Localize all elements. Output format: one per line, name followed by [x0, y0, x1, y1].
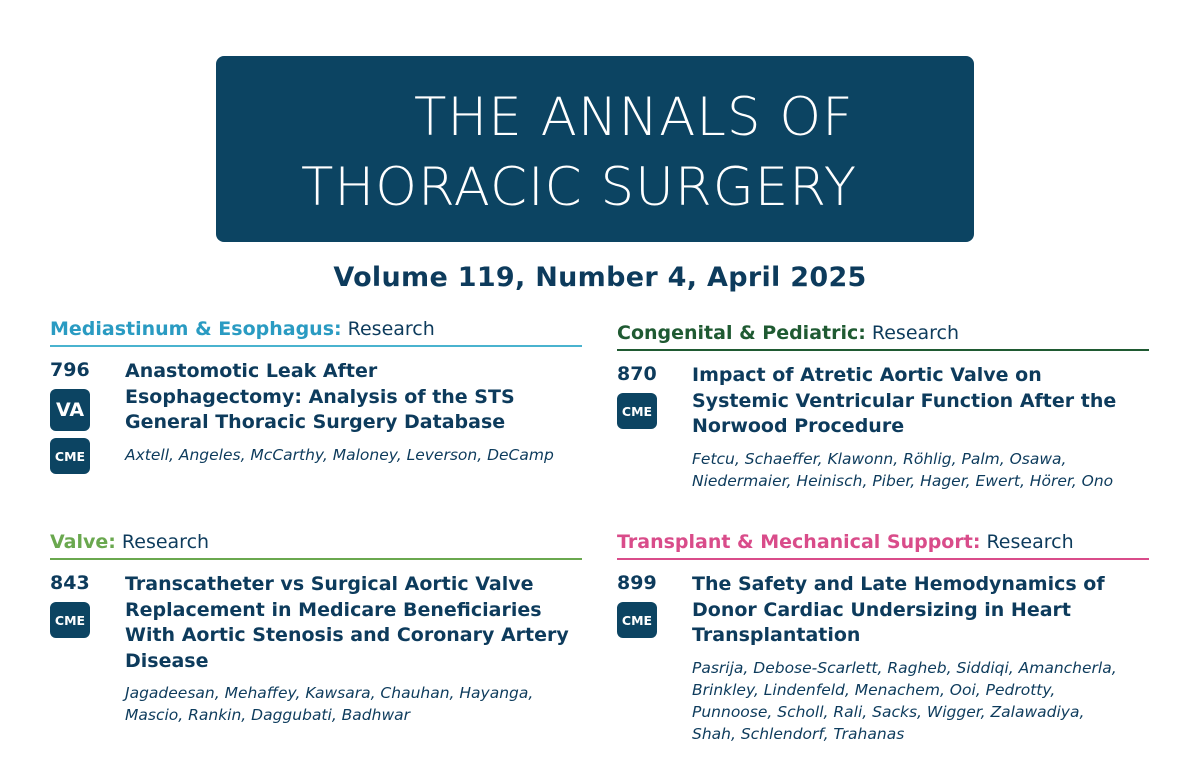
article[interactable]: [50, 572, 582, 726]
section-congenital-pediatric: [617, 322, 1149, 492]
article[interactable]: [617, 363, 1149, 492]
section-header: [50, 531, 582, 560]
badge-group: [617, 393, 657, 436]
article-authors: Fetcu, Schaeffer, Klawonn, Röhlig, Palm, Osawa, Niedermaier, Heinisch, Piber, Hager, Ewert, Hörer, Ono: [692, 449, 1114, 490]
page-number: 899: [617, 572, 657, 594]
section-header: [617, 322, 1149, 351]
page-number: 796: [50, 359, 90, 381]
section-category: Transplant & Mechanical Support:: [617, 531, 981, 553]
badge-group: [50, 602, 90, 645]
badge-group: [50, 389, 90, 481]
page-number: 843: [50, 572, 90, 594]
issue-info: Volume 119, Number 4, April 2025: [333, 262, 867, 293]
journal-title-line-2: THORACIC SURGERY: [301, 157, 858, 218]
cme-badge: CME: [617, 602, 657, 638]
section-valve: [50, 531, 582, 726]
article-authors: Axtell, Angeles, McCarthy, Maloney, Leverson, DeCamp: [125, 445, 554, 464]
va-badge: VA: [50, 389, 90, 431]
section-type: Research: [341, 318, 435, 340]
cme-badge: CME: [50, 438, 90, 474]
section-category: Congenital & Pediatric:: [617, 322, 866, 344]
article-title[interactable]: Anastomotic Leak After Esophagectomy: Analysis of the STS General Thoracic Surgery Database: [125, 360, 515, 433]
section-category: Mediastinum & Esophagus:: [50, 318, 342, 340]
section-header: [50, 318, 582, 347]
article[interactable]: [617, 572, 1149, 745]
article[interactable]: [50, 359, 582, 466]
article-authors: Jagadeesan, Mehaffey, Kawsara, Chauhan, Hayanga, Mascio, Rankin, Daggubati, Badhwar: [125, 684, 534, 724]
section-transplant-mechanical-support: [617, 531, 1149, 745]
journal-title-line-1: THE ANNALS OF: [414, 87, 854, 148]
cme-badge: CME: [50, 602, 90, 638]
page-number: 870: [617, 363, 657, 385]
section-mediastinum-esophagus: [50, 318, 582, 466]
article-title[interactable]: Impact of Atretic Aortic Valve on Systemic Ventricular Function After the Norwood Procedure: [692, 364, 1117, 437]
section-type: Research: [865, 322, 960, 344]
journal-masthead: [216, 56, 974, 242]
section-header: [617, 531, 1149, 560]
section-type: Research: [115, 531, 210, 553]
section-type: Research: [980, 531, 1074, 553]
cme-badge: CME: [617, 393, 657, 429]
article-title[interactable]: The Safety and Late Hemodynamics of Donor Cardiac Undersizing in Heart Transplantation: [692, 573, 1105, 646]
article-title[interactable]: Transcatheter vs Surgical Aortic Valve Replacement in Medicare Beneficiaries With Aortic Stenosis and Coronary Artery Disease: [125, 573, 569, 672]
article-authors: Pasrija, Debose-Scarlett, Ragheb, Siddiqi, Amancherla, Brinkley, Lindenfeld, Menachem, Ooi, Pedrotty, Punnoose, Scholl, Rali, Sacks, Wigger, Zalawadiya, Shah, Schlendorf, Trahanas: [692, 658, 1117, 743]
badge-group: [617, 602, 657, 645]
section-category: Valve:: [50, 531, 116, 553]
